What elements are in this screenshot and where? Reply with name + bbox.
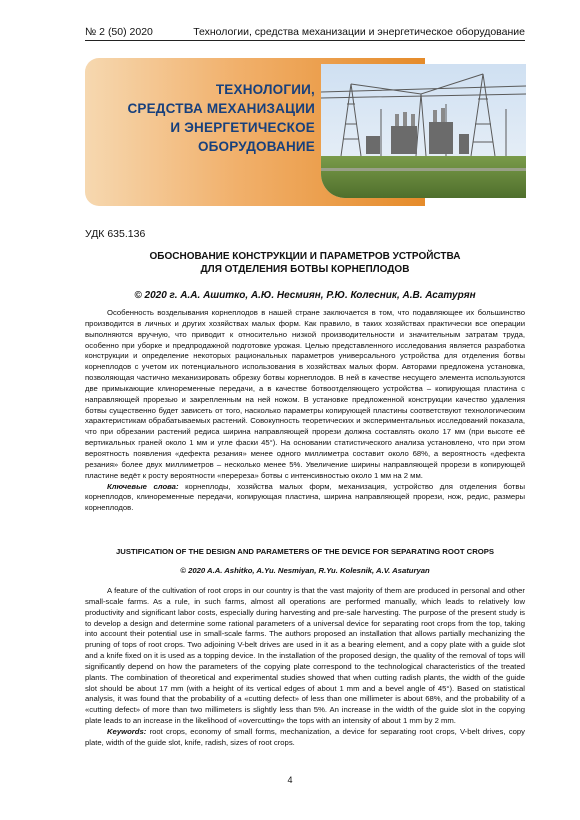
abstract-en: [85, 586, 525, 749]
banner-line: ТЕХНОЛОГИИ,: [215, 82, 315, 97]
keywords-ru-label: Ключевые слова:: [107, 481, 179, 491]
article-title-ru: [85, 250, 525, 276]
banner-title: [85, 80, 315, 156]
journal-name: Технологии, средства механизации и энергетическое оборудование: [193, 26, 525, 38]
udk-code: УДК 635.136: [85, 228, 146, 240]
abstract-ru-text: Особенность возделывания корнеплодов в нашей стране заключается в том, что подавляющее их большинство производится в личных и других хозяйствах малых форм. Как правило, в таких хозяйствах практически все операции выполняются вручную, что приводит к относительно низкой производительности и значительным затратам труда, особенно при уборке и предпродажной подготовке урожая. Целью представленного исследования является разработка конструкции и определение некоторых рациональных параметров универсального устройства для отделения ботвы корнеплодов с учетом их потенциального использования в хозяйствах малых форм. Авторами предложена установка, позволяющая частично механизировать обрезку ботвы корнеплодов. В ней в качестве несущего элемента используются две примыкающие клиноременные передачи, а в качестве ботвоотделяющего устройства – копирующая пластина с направляющей прорезью и закрепленным на ней ножом. В установке предложенной конструкции качество удаления ботвы существенно будет зависеть от того, насколько параметры копирующей пластины соответствуют технологическим характеристикам обрабатываемых растений. Совокупность теоретических и экспериментальных исследований показала, что при обрезании растений редиса ширина направляющей прорези должна составлять около 17 мм (при высоте её вертикальных граней около 1 мм и угле фаски 45°). На основании статистического анализа установлено, что при этом вероятность появления «дефекта резания» менее одного миллиметра составит около 68%, а вероятность «дефекта резания» более двух миллиметров – несколько менее 5%. Увеличение ширины направляющей прорези в копирующей пластине ведёт к росту вероятности «перереза» ботвы с интенсивностью около 1 мм на 2 мм.: [85, 308, 525, 480]
title-line: ОБОСНОВАНИЕ КОНСТРУКЦИИ И ПАРАМЕТРОВ УСТРОЙСТВА: [149, 251, 461, 262]
banner-line: И ЭНЕРГЕТИЧЕСКОЕ: [170, 120, 315, 135]
keywords-ru: [85, 482, 525, 515]
title-line: ДЛЯ ОТДЕЛЕНИЯ БОТВЫ КОРНЕПЛОДОВ: [200, 264, 410, 275]
keywords-en: [85, 727, 525, 749]
substation-photo: [321, 64, 526, 198]
keywords-en-text: root crops, economy of small forms, mechanization, a device for separating root crops, V-belt drives, copy plate, width of the guide slot, knife, radish, sizes of root crops.: [85, 726, 525, 747]
banner-line: СРЕДСТВА МЕХАНИЗАЦИИ: [127, 101, 315, 116]
substation-image: [321, 64, 526, 198]
issue-number: № 2 (50) 2020: [85, 26, 153, 38]
abstract-en-text: A feature of the cultivation of root crops in our country is that the vast majority of them are produced in personal and other small-scale farms. As a rule, in such farms, almost all operations are performed manually, which leads to relatively low productivity and significant labor costs, especially during harvesting and pre-sale harvesting. The purpose of the present study is to develop a design and determine some rational parameters of a universal device for separating root crops from the top, taking into account their potential use in small-scale farms. The authors proposed an installation that allows partially mechanizing the pruning of tops of root crops. Two adjoining V-belt drives are used in it as a bearing element, and a copy plate with a guide slot and a knife fixed on it is used as a topping device. In the installation of the proposed design, the quality of the removal of tops will significantly depend on how the parameters of the copying plate correspond to the technological characteristics of the treated plants. The combination of theoretical and experimental studies showed that when cutting radish plants, the width of the guide slot should be about 17 mm (with a height of its vertical edges of about 1 mm and a bevel angle of 45°). Based on statistical analysis, it was found that the probability of a «cutting defect» of less than one millimeter is about 68%, and the probability of a «cutting defect» of more than two millimeters is slightly less than 5%. An increase in the width of the guide slot in the copying plate leads to an increase in the likelihood of «overcutting» the tops with an intensity of about 1 mm by 2 mm.: [85, 586, 525, 726]
authors-en: © 2020 A.A. Ashitko, A.Yu. Nesmiyan, R.Yu. Kolesnik, A.V. Asaturyan: [180, 566, 430, 575]
keywords-ru-text: корнеплоды, хозяйства малых форм, механизация, устройство для отделения ботвы корнеплодов, клиноременные передачи, копирующая пластина, ширина направляющей прорези, нож, редис, размеры корнеплодов.: [85, 481, 525, 513]
banner-line: ОБОРУДОВАНИЕ: [197, 139, 315, 154]
authors-ru: © 2020 г. А.А. Ашитко, А.Ю. Несмиян, Р.Ю. Колесник, А.В. Асатурян: [134, 290, 476, 301]
header-rule: [85, 40, 525, 41]
article-title-en: JUSTIFICATION OF THE DESIGN AND PARAMETERS OF THE DEVICE FOR SEPARATING ROOT CROPS: [116, 547, 494, 556]
section-banner: [85, 58, 531, 206]
keywords-en-label: Keywords:: [107, 726, 147, 736]
abstract-ru: [85, 308, 525, 514]
page-number: 4: [287, 775, 293, 785]
